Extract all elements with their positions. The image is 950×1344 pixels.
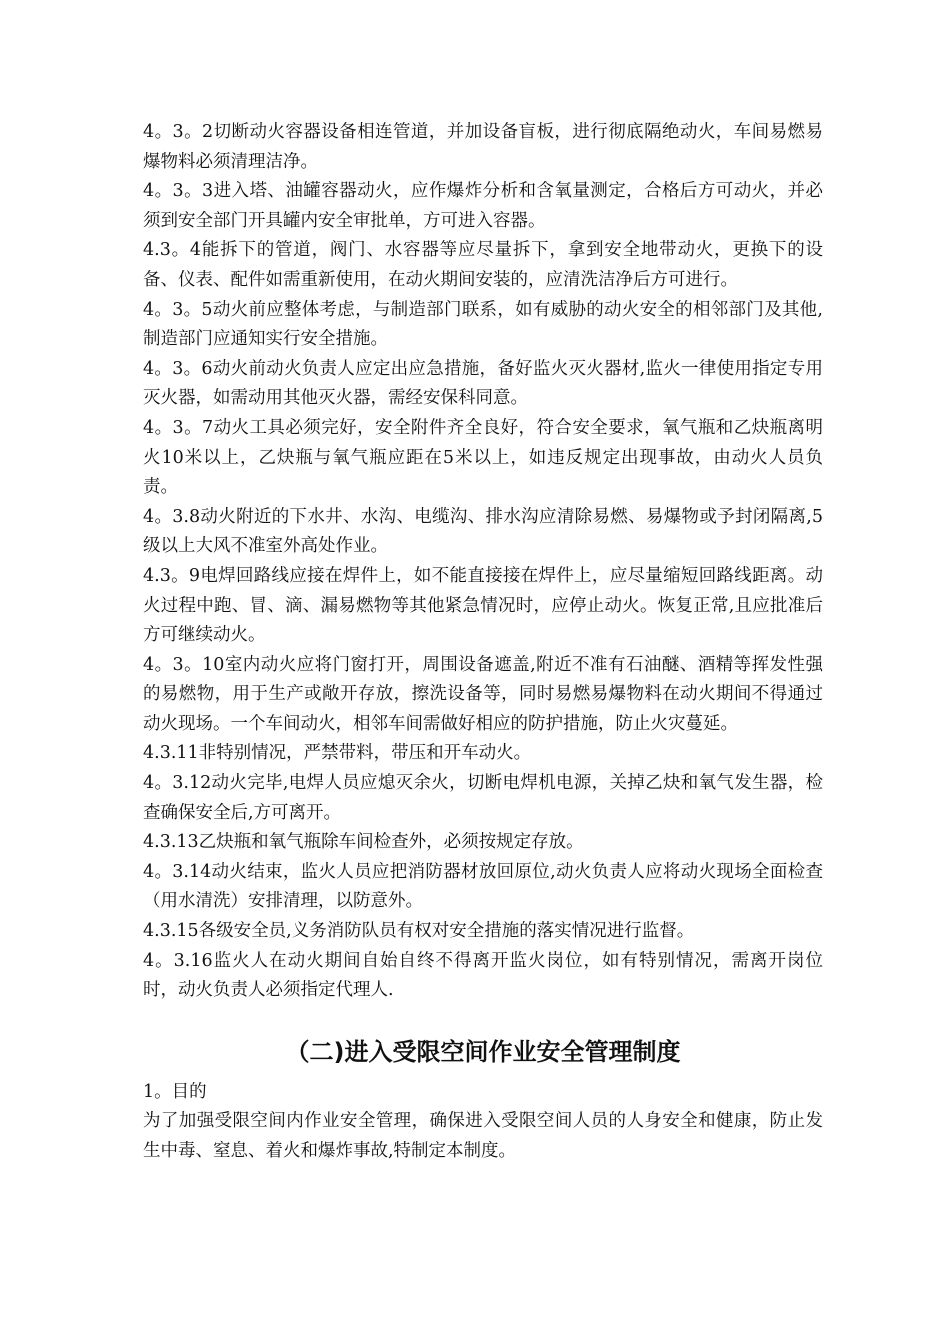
document-body [143, 118, 823, 1167]
clause-4-3-7: 4。3。7动火工具必须完好，安全附件齐全良好，符合安全要求，氧气瓶和乙炔瓶离明火10米以上，乙炔瓶与氧气瓶应距在5米以上，如违反规定出现事故，由动火人员负责。 [143, 417, 823, 498]
section-body: 为了加强受限空间内作业安全管理，确保进入受限空间人员的人身安全和健康，防止发生中毒、窒息、着火和爆炸事故,特制定本制度。 [143, 1111, 823, 1161]
clause-4-3-4: 4.3。4能拆下的管道，阀门、水容器等应尽量拆下，拿到安全地带动火，更换下的设备、仪表、配件如需重新使用，在动火期间安装的，应清洗洁净后方可进行。 [143, 240, 823, 290]
clause-4-3-5: 4。3。5动火前应整体考虑，与制造部门联系，如有威胁的动火安全的相邻部门及其他,制造部门应通知实行安全措施。 [143, 299, 823, 350]
clause-4-3-12: 4。3.12动火完毕,电焊人员应熄灭余火，切断电焊机电源，关掉乙炔和氧气发生器，检查确保安全后,方可离开。 [143, 773, 823, 823]
clause-4-3-15: 4.3.15各级安全员,义务消防队员有权对安全措施的落实情况进行监督。 [143, 921, 695, 942]
clause-4-3-13: 4.3.13乙炔瓶和氧气瓶除车间检查外，必须按规定存放。 [143, 832, 584, 853]
section-subtitle: 1。目的 [143, 1081, 207, 1102]
clause-4-3-3: 4。3。3进入塔、油罐容器动火，应作爆炸分析和含氧量测定，合格后方可动火，并必须到安全部门开具罐内安全审批单，方可进入容器。 [143, 181, 823, 231]
clause-4-3-8: 4。3.8动火附近的下水井、水沟、电缆沟、排水沟应清除易燃、易爆物或予封闭隔离,5级以上大风不准室外高处作业。 [143, 506, 823, 557]
clause-4-3-9: 4.3。9电焊回路线应接在焊件上，如不能直接接在焊件上，应尽量缩短回路线距离。动火过程中跑、冒、滴、漏易燃物等其他紧急情况时，应停止动火。恢复正常,且应批准后方可继续动火。 [143, 565, 823, 646]
clause-4-3-11: 4.3.11非特别情况，严禁带料，带压和开车动火。 [143, 743, 532, 764]
clause-4-3-14: 4。3.14动火结束，监火人员应把消防器材放回原位,动火负责人应将动火现场全面检查（用水清洗）安排清理，以防意外。 [143, 861, 823, 912]
clause-4-3-10: 4。3。10室内动火应将门窗打开，周围设备遮盖,附近不准有石油醚、酒精等挥发性强的易燃物，用于生产或敞开存放，擦洗设备等，同时易燃易爆物料在动火期间不得通过动火现场。一个车间动火，相邻车间需做好相应的防护措施，防止火灾蔓延。 [143, 654, 823, 734]
clause-4-3-2: 4。3。2切断动火容器设备相连管道，并加设备盲板，进行彻底隔绝动火，车间易燃易爆物料必须清理洁净。 [143, 122, 823, 172]
clause-4-3-16: 4。3.16监火人在动火期间自始自终不得离开监火岗位，如有特别情况，需离开岗位时，动火负责人必须指定代理人. [143, 950, 823, 1001]
clause-4-3-6: 4。3。6动火前动火负责人应定出应急措施，备好监火灭火器材,监火一律使用指定专用灭火器，如需动用其他灭火器，需经安保科同意。 [143, 358, 823, 409]
section-heading: （二)进入受限空间作业安全管理制度 [285, 1037, 681, 1066]
